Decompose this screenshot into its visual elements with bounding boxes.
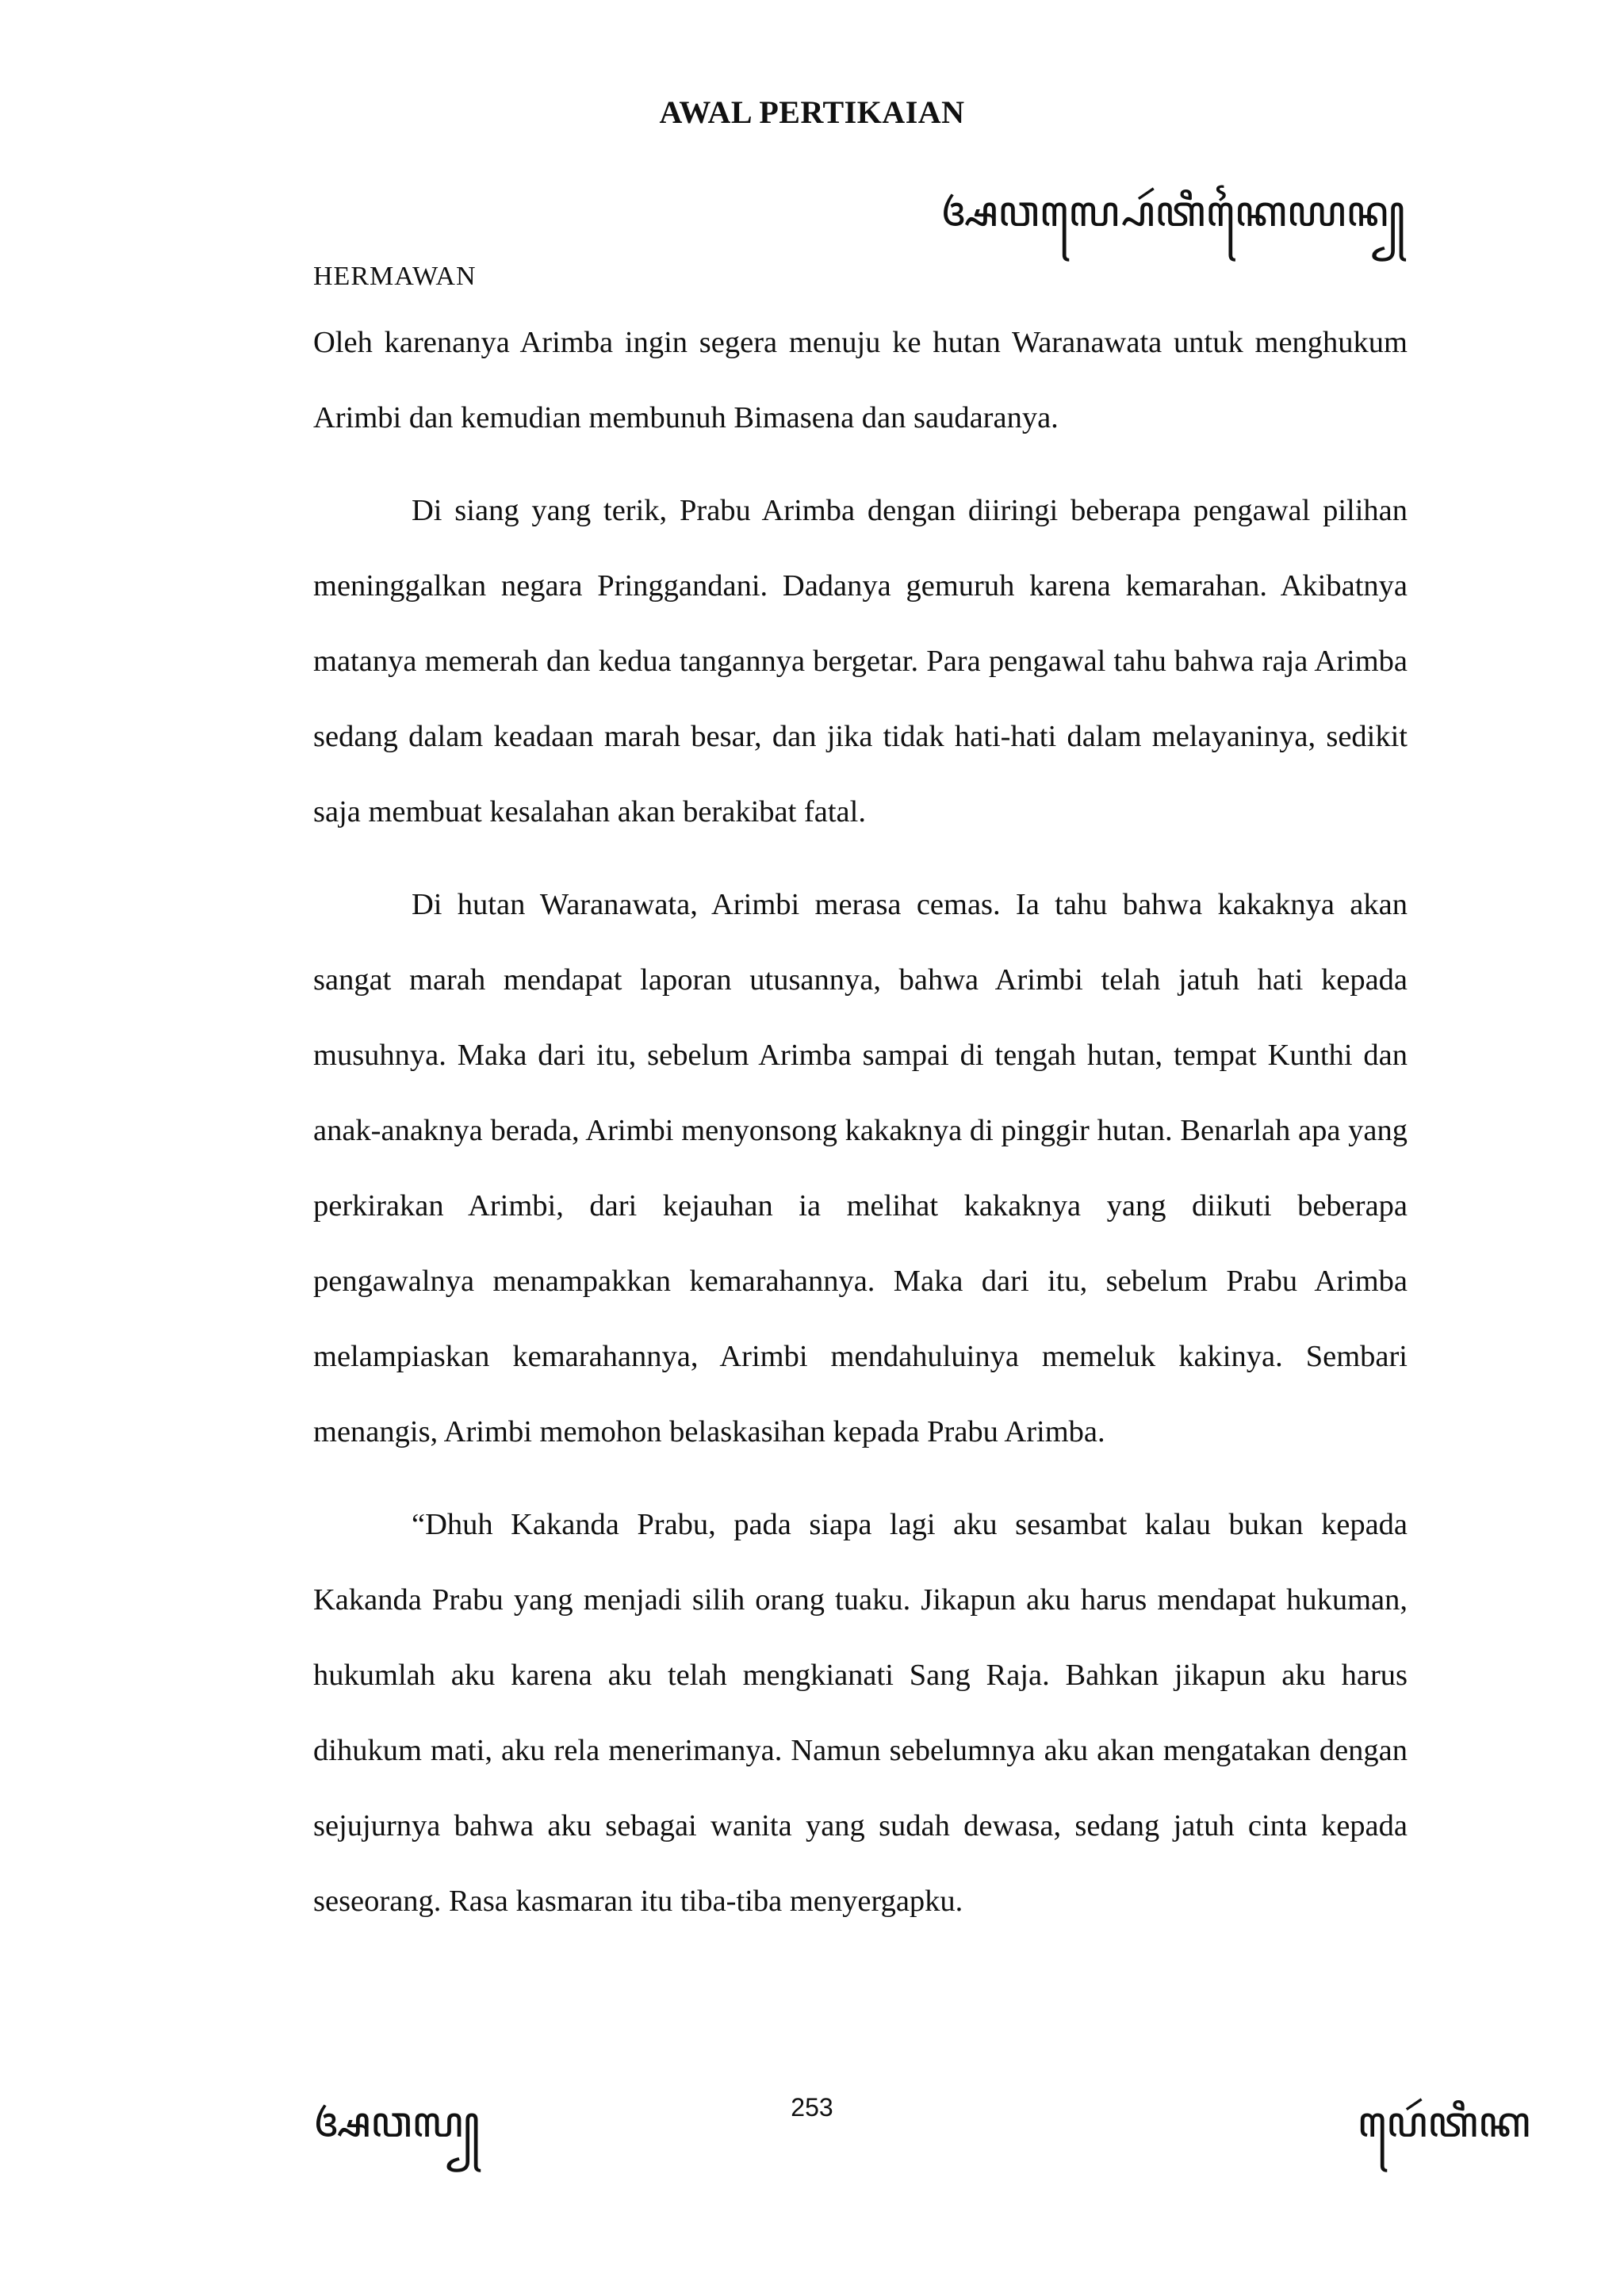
paragraph-1: Oleh karenanya Arimba ingin segera menuju ke hutan Waranawata untuk menghukum Arimbi dan kemudian membunuh Bimasena dan saudaranya.: [313, 326, 1408, 434]
paragraph-2: Di siang yang terik, Prabu Arimba dengan diiringi beberapa pengawal pilihan meninggalkan negara Pringgandani. Dadanya gemuruh karena kemarahan. Akibatnya matanya memerah dan kedua tangannya bergetar. Para pengawal tahu bahwa raja Arimba sedang dalam keadaan marah besar, dan jika tidak hati-hati dalam melayaninya, sedikit saja membuat kesalahan akan berakibat fatal.: [313, 494, 1408, 828]
javanese-script-footer-right: ꦥꦺꦂꦠꦶꦏ: [1357, 2097, 1530, 2147]
author-name: HERMAWAN: [313, 262, 477, 291]
javanese-script-header-ornament: ꦄꦮꦭ꧀ꦥꦺꦂꦠꦶꦏꦻꦪꦤ꧀: [940, 186, 1405, 236]
page-title: AWAL PERTIKAIAN: [659, 94, 965, 130]
body-text: [313, 305, 1408, 1939]
paragraph-4: “Dhuh Kakanda Prabu, pada siapa lagi aku sesambat kalau bukan kepada Kakanda Prabu yang menjadi silih orang tuaku. Jikapun aku harus mendapat hukuman, hukumlah aku karena aku telah mengkianati Sang Raja. Bahkan jikapun aku harus dihukum mati, aku rela menerimanya. Namun sebelumnya aku akan mengatakan dengan sejujurnya bahwa aku sebagai wanita yang sudah dewasa, sedang jatuh cinta kepada seseorang. Rasa kasmaran itu tiba-tiba menyergapku.: [313, 1508, 1408, 1918]
javanese-script-footer-left: ꦄꦮꦭ꧀: [313, 2097, 481, 2147]
page-number: 253: [791, 2093, 833, 2122]
paragraph-3: Di hutan Waranawata, Arimbi merasa cemas. Ia tahu bahwa kakaknya akan sangat marah mendapat laporan utusannya, bahwa Arimbi telah jatuh hati kepada musuhnya. Maka dari itu, sebelum Arimba sampai di tengah hutan, tempat Kunthi dan anak-anaknya berada, Arimbi menyonsong kakaknya di pinggir hutan. Benarlah apa yang perkirakan Arimbi, dari kejauhan ia melihat kakaknya yang diikuti beberapa pengawalnya menampakkan kemarahannya. Maka dari itu, sebelum Prabu Arimba melampiaskan kemarahannya, Arimbi mendahuluinya memeluk kakinya. Sembari menangis, Arimbi memohon belaskasihan kepada Prabu Arimba.: [313, 888, 1408, 1448]
